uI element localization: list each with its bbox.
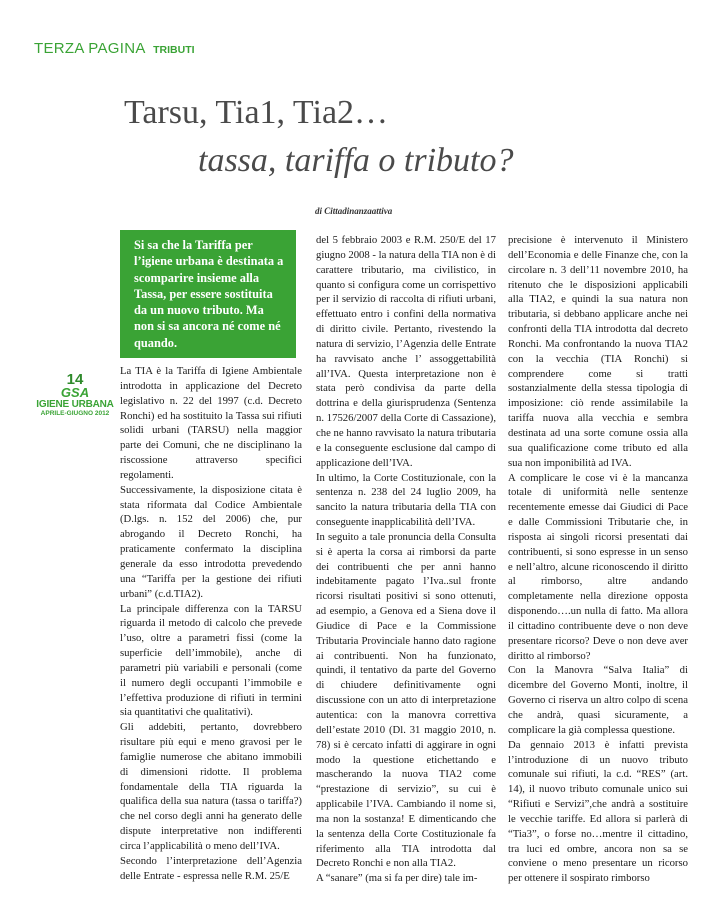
section-header <box>34 40 195 58</box>
paragraph: Secondo l’interpretazione dell’Agenzia delle Entrate - espressa nelle R.M. 25/E <box>120 854 302 882</box>
paragraph: Da gennaio 2013 è infatti prevista l’introduzione di un nuovo tributo comunale sui rifiuti, la c.d. “RES” (art. 14), il nuovo tributo comunale unico sui “Rifiuti e Servizi”,che andrà a sostituire le vecchie tariffe. Ed allora si parlerà di “Tia3”, o forse no…mentre il cittadino, tra luci ed ombre, ancora non sa se conviene o meno presentare un ricorso per ottenere il sospirato rimborso <box>508 738 688 885</box>
paragraph: A “sanare” (ma si fa per dire) tale im- <box>316 872 478 885</box>
page-marker <box>28 372 122 418</box>
text-column-3 <box>508 233 688 886</box>
page-number: 14 <box>66 371 84 388</box>
paragraph: Gli addebiti, pertanto, dovrebbero risultare più equi e meno gravosi per le famiglie numerose che abitano immobili di dimensioni ridotte. Il problema fondamentale della TIA riguarda la qualifica della sua natura (tassa o tariffa?) che nel corso degli anni ha generato delle dispute interpretative non indifferenti circa l’applicabilità o meno dell’IVA. <box>120 721 302 852</box>
issue-date: APRILE-GIUGNO 2012 <box>40 410 110 417</box>
paragraph: La TIA è la Tariffa di Igiene Ambientale introdotta in applicazione del Decreto legislativo n. 22 del 1997 (c.d. Decreto Ronchi) ed ha sostituito la Tassa sui rifiuti solidi urbani (TARSU) nella maggior parte dei Comuni, che ne disciplinano la riscossione attraverso specifici regolamenti. <box>120 365 302 481</box>
article-title: Tarsu, Tia1, Tia2… <box>124 94 389 131</box>
paragraph: In seguito a tale pronuncia della Consulta si è aperta la corsa ai rimborsi da parte dei contribuenti che per anni hanno indebitamente pagato l’Iva..sul fronte ricorsi risultati positivi si sono ottenuti, ad esempio, a Genova ed a Siena dove il Giudice di Pace e la Commissione Tributaria Provinciale hanno dato ragione ai contribuenti. Non ha funzionato, quindi, il tentativo da parte del Governo di chiudere definitivamente ogni discussione con un atto di interpretazione autentica: con la manovra correttiva dell’estate 2010 (Dl. 31 maggio 2010, n. 78) si è cercato infatti di aggirare in ogni modo la questione etichettando e mascherando la nuova TIA2 come “prestazione di servizio”, su cui è applicabile l’IVA. Cambiando il nome sì, ma non la sostanza! E dimenticando che la sentenza della Corte Costituzionale fa riferimento alla TIA introdotta dal Decreto Ronchi e non alla TIA2. <box>316 530 496 870</box>
paragraph: precisione è intervenuto il Ministero dell’Economia e delle Finanze che, con la circolare n. 3 dell’11 novembre 2010, ha ritenuto che le disposizioni applicabili alla TIA2, e quindi la sua natura non tributaria, si debbano applicare anche nei confronti della TIA introdotta dal decreto Ronchi. Ma confrontando la nuova TIA2 con la vecchia (TIA Ronchi) si comprendere come si tratti sostanzialmente della stessa tipologia di imposizione: ciò rende assimilabile la tariffa nuova alla vecchia e sembra destinata ad una sorte comune ossia alla sua qualificazione come tributo ed alla sua non imponibilità ad IVA. <box>508 234 688 469</box>
article-subtitle: tassa, tariffa o tributo? <box>198 142 514 179</box>
magazine-name: IGIENE URBANA <box>36 399 114 410</box>
paragraph: A complicare le cose vi è la mancanza totale di uniformità nelle sentenze recentemente emesse dai Giudici di Pace e dalle Commissioni Tributarie che, in risposta ai singoli ricorsi presentati dai contribuenti, si sono espresse in un senso e nell’altro, alcune riconoscendo il diritto al rimborso, altre andando completamente nella direzione opposta disponendo….un nulla di fatto. Ma allora il cittadino contribuente deve o non deve presentare ricorso? Deve o non deve aver diritto al rimborso? <box>508 471 688 662</box>
highlight-box: Si sa che la Tariffa per l’igiene urbana è destinata a scomparire insieme alla Tassa, per essere sostituita da un nuovo tributo. Ma non si sa ancora né come né quando. <box>120 230 296 358</box>
text-column-2 <box>316 233 496 886</box>
paragraph: Con la Manovra “Salva Italia” di dicembre del Governo Monti, inoltre, il Governo ci riserva un altro colpo di scena che andrà, quasi sicuramente, a complicare la già complessa questione. <box>508 664 688 736</box>
text-column-1 <box>120 364 302 884</box>
paragraph: Successivamente, la disposizione citata è stata riformata dal Codice Ambientale (D.lgs. n. 152 del 2006) che, pur abrogando il Decreto Ronchi, ha praticamente confermato la disciplina generale da esso introdotta prevedendo una “Tariffa per la gestione dei rifiuti urbani” (c.d.TIA2). <box>120 483 302 600</box>
paragraph: del 5 febbraio 2003 e R.M. 250/E del 17 giugno 2008 - la natura della TIA non è di carattere tributario, ma civilistico, in quanto si configura come un corrispettivo per il servizio di raccolta di rifiuti urbani, effettuato entro i confini della normativa di diritto civile. Pertanto, rivestendo la natura di servizio, l’Agenzia delle Entrate ha ravvisato anche l’ assoggettabilità all’IVA. Questa interpretazione non è stata però condivisa da parte della dottrina e della giurisprudenza (Sentenza n. 17526/2007 della Corte di Cassazione), che ne hanno ravvisato la natura tributaria e la conseguente esclusione dal campo di applicazione dell’IVA. <box>316 234 496 469</box>
article-byline: di Cittadinanzaattiva <box>315 206 393 216</box>
paragraph: In ultimo, la Corte Costituzionale, con la sentenza n. 238 del 24 luglio 2009, ha sancito la natura tributaria della TIA con conseguente inapplicabilità dell’IVA. <box>316 471 496 529</box>
subsection-label: TRIBUTI <box>153 44 195 56</box>
magazine-logo: GSA <box>60 385 90 400</box>
paragraph: La principale differenza con la TARSU riguarda il metodo di calcolo che prevede l’uso, oltre a parametri fissi (come la superficie dell’immobile), anche di parametri più variabili e personali (come il numero degli occupanti l’immobile e l’effettiva produzione di rifiuti in termini sia quantitativi che qualitativi). <box>120 602 302 719</box>
section-label: TERZA PAGINA <box>34 40 146 57</box>
